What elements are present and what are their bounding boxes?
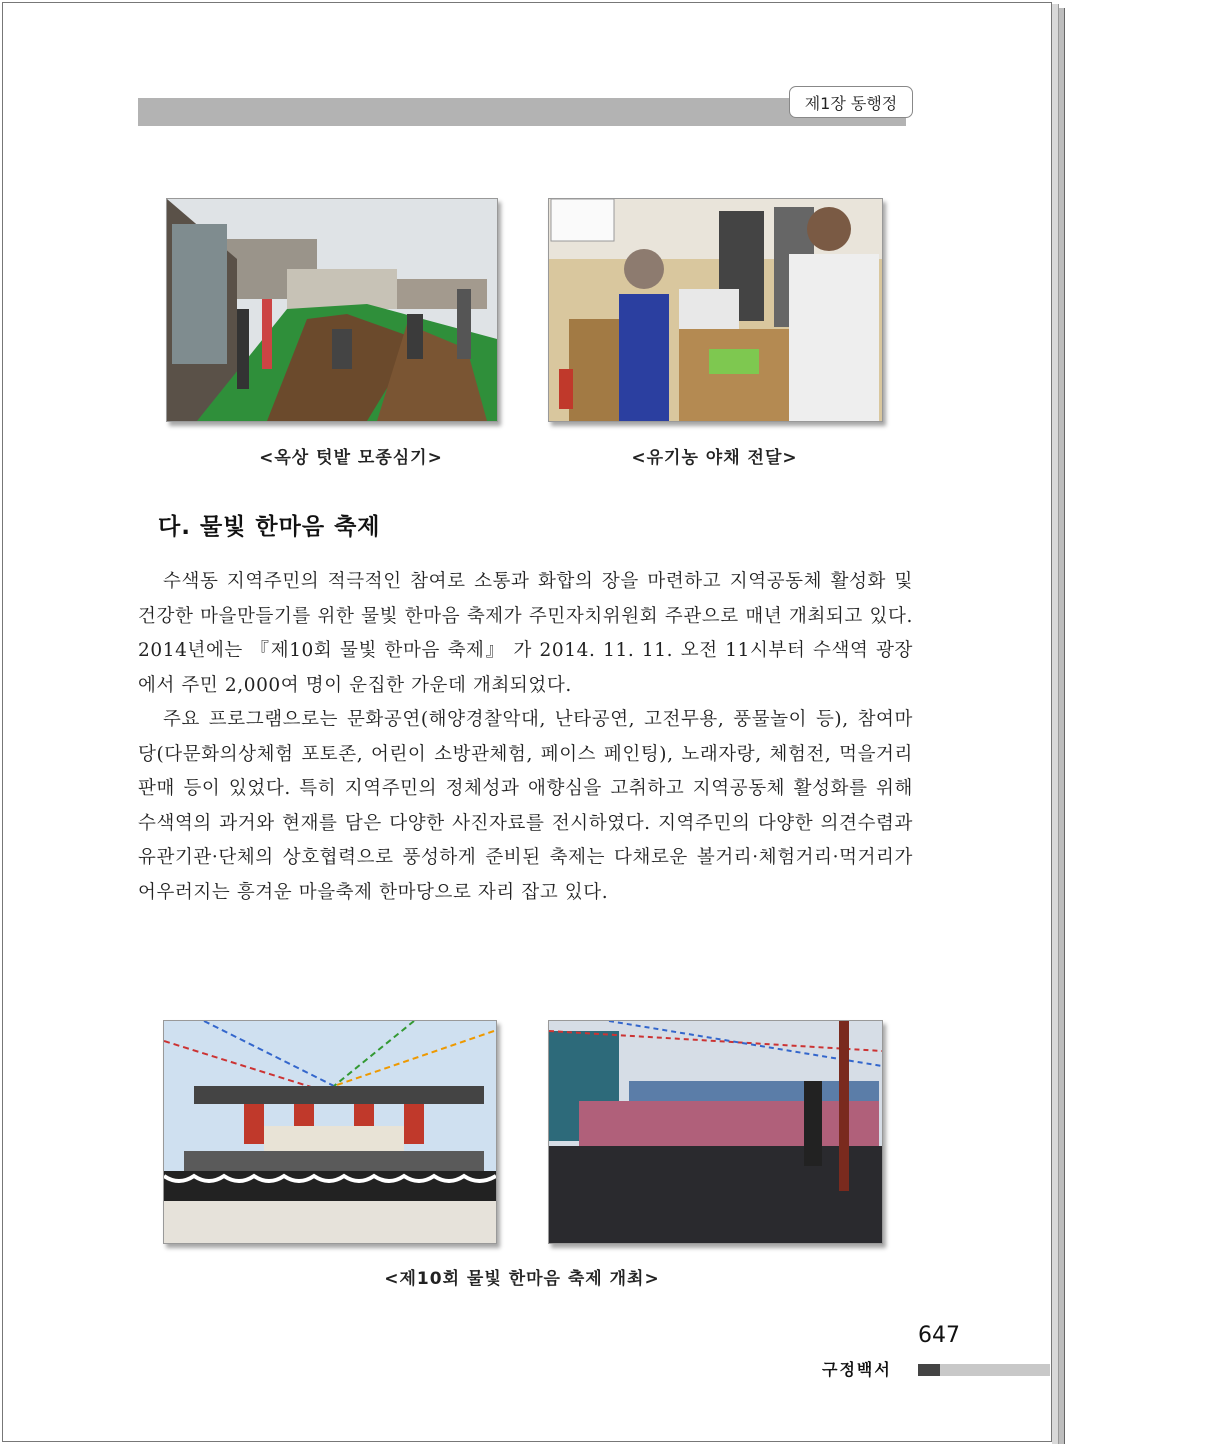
- section-heading: 다. 물빛 한마음 축제: [158, 514, 381, 540]
- footer-bar-accent: [918, 1364, 940, 1376]
- footer-bar: [940, 1364, 1050, 1376]
- photo-caption-rooftop: <옥상 텃밭 모종심기>: [259, 448, 443, 468]
- photo-festival-crowd: [548, 1020, 883, 1244]
- chapter-tab: 제1장 동행정: [789, 86, 913, 118]
- paragraph-intro: 수색동 지역주민의 적극적인 참여로 소통과 화합의 장을 마련하고 지역공동체 활성화 및 건강한 마을만들기를 위한 물빛 한마음 축제가 주민자치위원회 주관으로 매년 개최되고 있다. 2014년에는 『제10회 물빛 한마음 축제』 가 2014. 11. 11. 오전 11시부터 수색역 광장에서 주민 2,000여 명이 운집한 가운데 개최되었다.: [138, 571, 913, 696]
- footer-book-title: 구정백서: [822, 1360, 892, 1379]
- page-edge-shadow-outer: [1059, 8, 1065, 1444]
- photo-rooftop-garden: [166, 198, 498, 422]
- photo-caption-organic: <유기농 야채 전달>: [631, 448, 798, 468]
- photo-organic-vegetables: [548, 198, 883, 422]
- body-text: [138, 565, 913, 910]
- page-edge-shadow: [1052, 4, 1059, 1444]
- page-number: 647: [918, 1323, 960, 1348]
- photo-caption-festival: <제10회 물빛 한마음 축제 개최>: [384, 1269, 660, 1289]
- paragraph-programs: 주요 프로그램으로는 문화공연(해양경찰악대, 난타공연, 고전무용, 풍물놀이 등), 참여마당(다문화의상체험 포토존, 어린이 소방관체험, 페이스 페인팅), 노래자랑, 체험전, 먹을거리 판매 등이 있었다. 특히 지역주민의 정체성과 애향심을 고취하고 지역공동체 활성화를 위해 수색역의 과거와 현재를 담은 다양한 사진자료를 전시하였다. 지역주민의 다양한 의견수렴과 유관기관·단체의 상호협력으로 풍성하게 준비된 축제는 다채로운 볼거리·체험거리·먹거리가 어우러지는 흥겨운 마을축제 한마당으로 자리 잡고 있다.: [138, 709, 913, 903]
- photo-festival-stage: [163, 1020, 497, 1244]
